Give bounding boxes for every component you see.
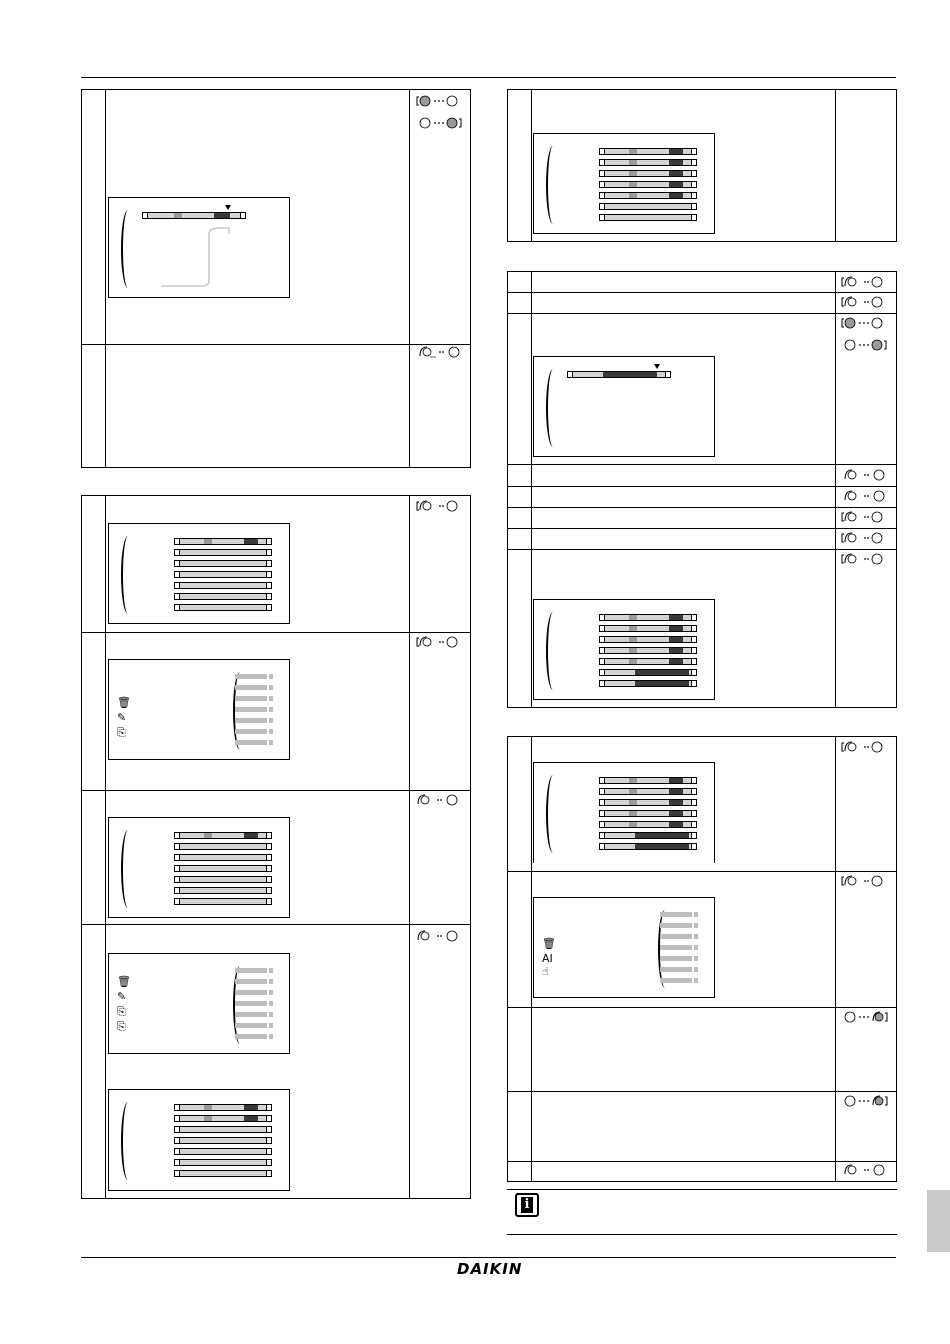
trash-icon[interactable]: 🗑	[542, 937, 556, 950]
header-rule	[81, 77, 896, 78]
copy-icon[interactable]: ⎘	[117, 726, 126, 739]
screen-schedule-list-3	[108, 1089, 290, 1191]
screen-day-menu-2	[108, 953, 290, 1054]
dial-right-turn-icon	[843, 1010, 889, 1024]
screen-schedule-list-1	[108, 523, 290, 624]
dial-turn-icon	[841, 531, 887, 545]
screen-schedule-list-5	[533, 599, 715, 700]
screen-day-menu-1	[108, 659, 290, 760]
footer-rule	[81, 1257, 896, 1258]
dial-turn-icon	[843, 489, 889, 503]
slider-pointer-icon	[654, 364, 660, 369]
rename-icon[interactable]: AI	[542, 952, 553, 965]
dial-turn-icon	[841, 552, 887, 566]
screen-schedule-menu-3	[533, 897, 715, 998]
screen-schedule-list-4	[533, 133, 715, 234]
screen-schedule-list-6	[533, 762, 715, 863]
slider-pointer-icon	[225, 205, 231, 210]
dial-right-press-icon	[843, 338, 889, 352]
info-bottom-rule	[507, 1234, 897, 1235]
dial-turn-icon	[416, 929, 462, 943]
screen-schedule-list-2	[108, 817, 290, 918]
dial-turn-icon	[841, 740, 887, 754]
dial-turn-icon	[416, 499, 462, 513]
dial-turn-icon	[416, 635, 462, 649]
drag-path	[159, 224, 239, 292]
edit-icon[interactable]: ✎	[117, 990, 127, 1003]
info-icon: i	[515, 1193, 539, 1217]
info-top-rule	[507, 1189, 897, 1190]
dial-left-press-icon	[416, 94, 462, 108]
dial-turn-icon	[841, 510, 887, 524]
edit-icon[interactable]: ✎	[117, 711, 127, 724]
copy-icon[interactable]: ⎘	[117, 1005, 126, 1018]
dial-turn-icon	[841, 275, 887, 289]
trash-icon[interactable]: 🗑	[117, 696, 131, 709]
dial-left-press-icon	[841, 316, 887, 330]
screen-schedule-slider	[108, 197, 290, 298]
dial-turn-icon	[841, 295, 887, 309]
dial-right-turn-icon	[843, 1094, 889, 1108]
screen-schedule-slider-2	[533, 356, 715, 457]
dial-turn-icon	[843, 1163, 889, 1177]
dial-turn-icon	[841, 874, 887, 888]
chapter-tab	[927, 1190, 950, 1252]
trash-icon[interactable]: 🗑	[117, 975, 131, 988]
copy-icon[interactable]: ⎘	[117, 1020, 126, 1033]
hand-icon[interactable]: ☝	[542, 965, 549, 978]
dial-turn-icon	[416, 793, 462, 807]
dial-turn-icon	[843, 468, 889, 482]
dial-turn-icon	[418, 345, 464, 359]
brand-logo: DAIKIN	[457, 1260, 523, 1278]
dial-right-press-icon	[418, 116, 464, 130]
